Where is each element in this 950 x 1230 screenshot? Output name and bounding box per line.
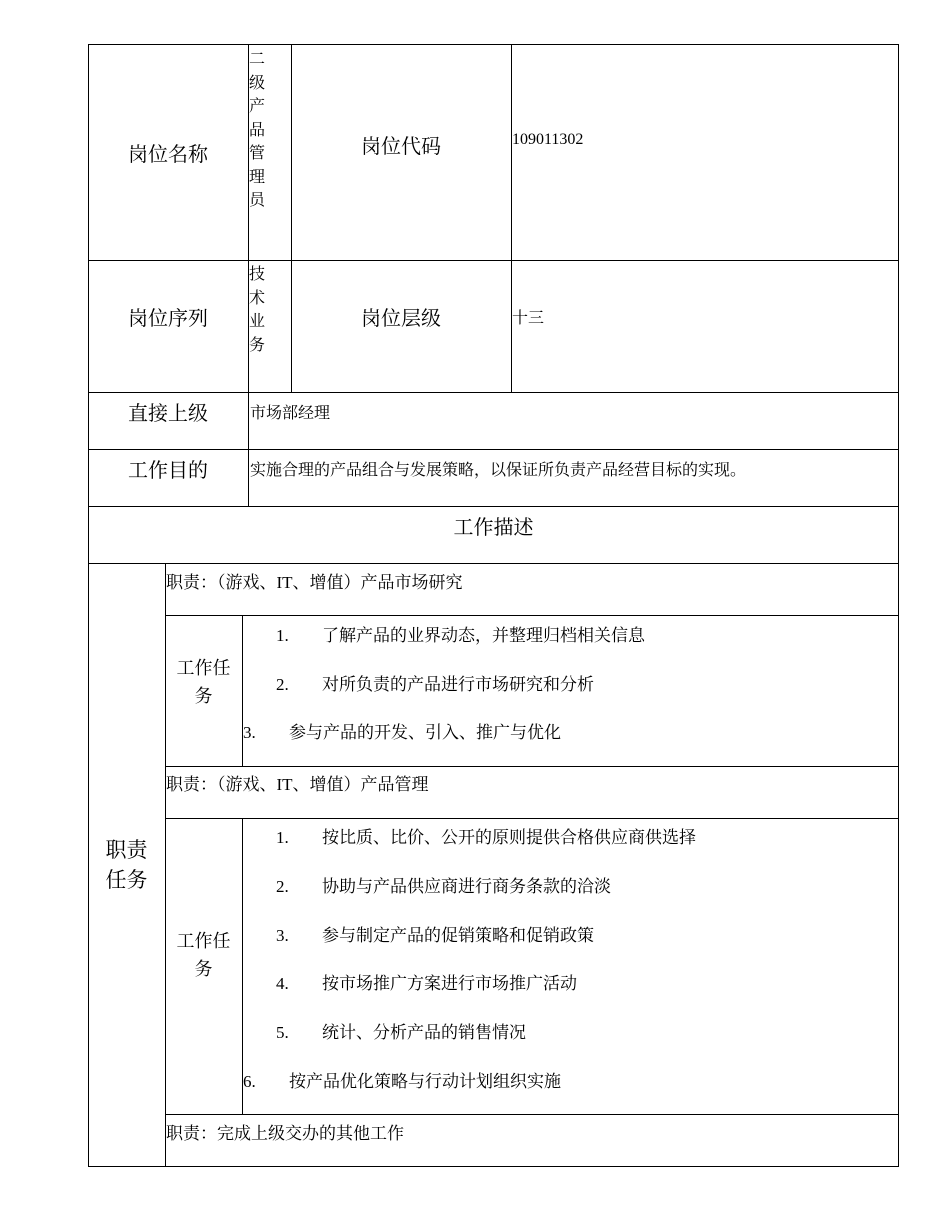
position-level-value: 十三 [512,310,545,327]
task-text: 按市场推广方案进行市场推广活动 [322,974,577,993]
position-code-label: 岗位代码 [361,133,441,158]
task-number: 1. [276,626,289,645]
task-label: 工作任务 [176,931,231,980]
task-item [243,1067,561,1092]
task-text: 参与产品的开发、引入、推广与优化 [289,723,561,742]
position-name-value: 二级产品管理员 [249,51,266,209]
supervisor-label: 直接上级 [128,400,208,425]
task-item [243,718,561,743]
position-level-label: 岗位层级 [361,305,441,330]
task-text: 按产品优化策略与行动计划组织实施 [289,1072,561,1091]
duty-title: 职责：完成上级交办的其他工作 [166,1124,404,1143]
task-text: 按比质、比价、公开的原则提供合格供应商供选择 [322,828,696,847]
task-item [276,1018,526,1043]
purpose-value: 实施合理的产品组合与发展策略，以保证所负责产品经营目标的实现。 [250,462,747,479]
task-number: 5. [276,1023,289,1042]
task-label-cell [165,615,242,751]
task-label-cell [165,818,242,1094]
position-code-value: 109011302 [512,131,584,148]
task-number: 6. [243,1072,256,1091]
task-item [276,921,594,946]
task-number: 4. [276,974,289,993]
task-number: 3. [276,926,289,945]
position-series-value: 技术业务 [249,266,266,354]
task-text: 了解产品的业界动态，并整理归档相关信息 [322,626,645,645]
duty-title: 职责：（游戏、IT、增值）产品市场研究 [166,573,463,592]
duty-title: 职责：（游戏、IT、增值）产品管理 [166,775,429,794]
task-item [276,969,577,994]
task-label: 工作任务 [176,658,231,707]
description-title: 工作描述 [453,514,534,539]
task-text: 协助与产品供应商进行商务条款的洽淡 [322,877,611,896]
supervisor-value: 市场部经理 [250,405,331,422]
task-number: 2. [276,877,289,896]
task-item [276,621,645,646]
purpose-label: 工作目的 [128,457,208,482]
task-text: 参与制定产品的促销策略和促销政策 [322,926,594,945]
task-item [276,872,611,897]
task-number: 2. [276,675,289,694]
task-number: 3. [243,723,256,742]
position-series-label: 岗位序列 [128,305,208,330]
task-number: 1. [276,828,289,847]
task-text: 对所负责的产品进行市场研究和分析 [322,675,594,694]
position-name-label: 岗位名称 [128,141,208,166]
duties-label-cell [88,563,165,1167]
task-item [276,823,696,848]
task-text: 统计、分析产品的销售情况 [322,1023,526,1042]
duties-label: 职责任务 [105,838,148,892]
task-item [276,670,594,695]
